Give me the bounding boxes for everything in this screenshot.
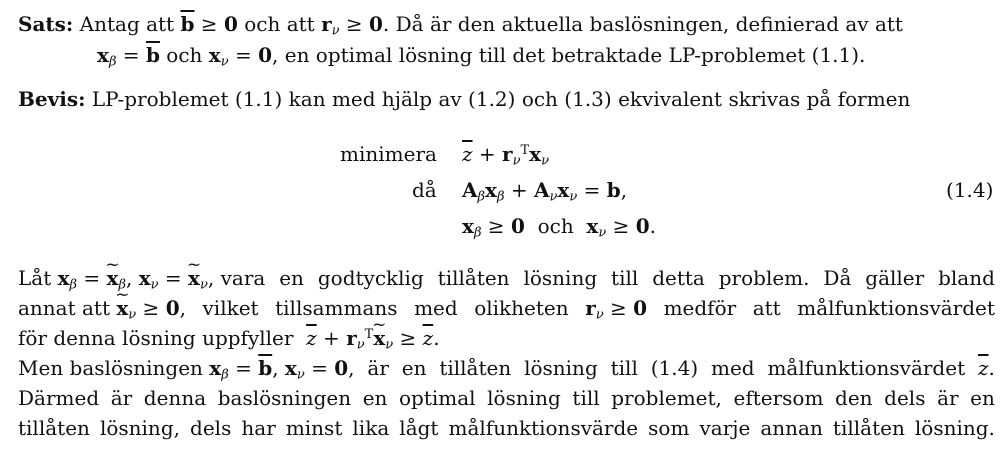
theorem-line-1: Sats: Antag att $\overline{b} \ge 0$ och att $r_\nu \ge 0$. Då är den aktuella baslösningen, definierad av att [18,12,903,39]
body-p2-line-3: tillåten lösning, dels har minst lika lågt målfunktionsvärde som varje annan tillåten lösning. [18,416,995,440]
proof-intro: Bevis: LP-problemet (1.1) kan med hjälp av (1.2) och (1.3) ekvivalent skrivas på formen [18,87,911,111]
body-p2-line-2: Därmed är denna baslösningen en optimal lösning till problemet, eftersom den dels är en [18,386,995,410]
body-p1-line-2: annat att ~ $x_\nu \ge 0$, vilket tillsammans med olikheten $r_\nu \ge 0$ medför att målfunktionsvärdet [18,298,995,321]
body-p2-line-1: Men baslösningen $x_\beta = \overline{b}$, $x_\nu = 0$, är en tillåten lösning till (1.4) med målfunktionsvärdet $\overline{z}$. [18,356,995,383]
proof-label: Bevis: [18,87,86,111]
lp-objective: $\overline{z} + r_\nu^Tx_\nu$ [462,142,549,169]
lp-keyword-minimize: minimera [340,142,437,166]
theorem-label: Sats: [18,12,74,36]
lp-keyword-subject-to: då [412,178,437,202]
lp-constraint-2: $x_\beta \ge 0$ och $x_\nu \ge 0$. [462,214,657,241]
body-p1-line-1: Låt $x_\beta$ = ~ $x_\beta$, $x_\nu$ = ~ $x_\nu$, vara en godtycklig tillåten lösning till detta problem. Då gäller bland [18,268,995,291]
body-p1-line-3: för denna lösning uppfyller $\overline{z}$ + $r_\nu^T\sim$ $x_\nu \ge \overline{z}$. [18,328,440,351]
theorem-line-2: $x_\beta = \overline{b}$ och $x_\nu = 0$, en optimal lösning till det betraktade LP-problemet (1.1). [97,43,866,70]
lp-constraint-1: $A_\beta x_\beta + A_\nu x_\nu = b$, [462,178,628,205]
equation-number: (1.4) [946,178,994,202]
